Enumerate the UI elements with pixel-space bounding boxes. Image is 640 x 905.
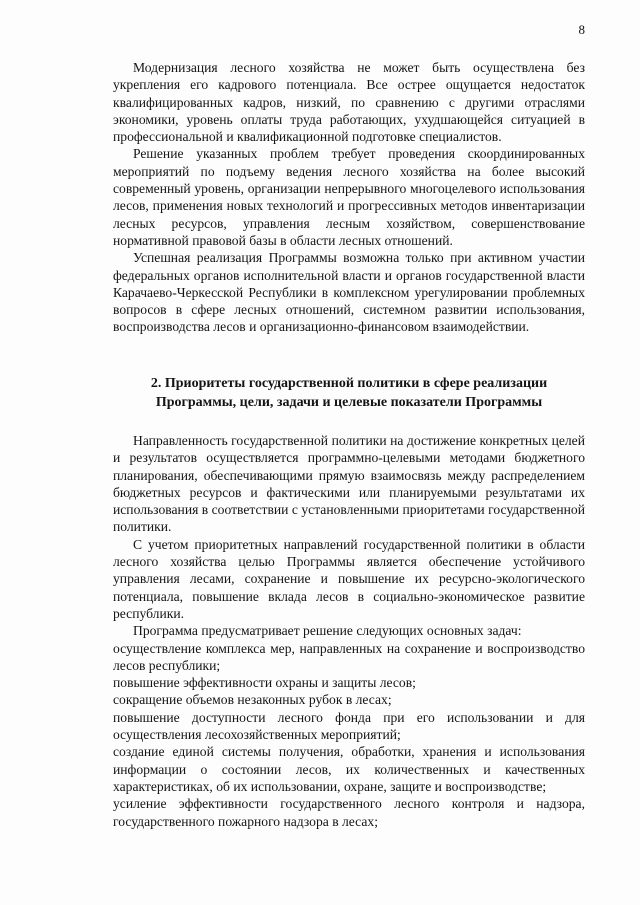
paragraph: Программа предусматривает решение следующих основных задач: [133,623,522,639]
intro-text [113,59,585,336]
task-item: повышение доступности лесного фонда при его использовании и для осуществления лесохозяйственных мероприятий; [113,709,585,743]
task-item: повышение эффективности охраны и защиты лесов; [113,675,416,691]
task-item: создание единой системы получения, обработки, хранения и использования информации о состоянии лесов, их количественных и качественных характеристиках, об их использовании, охране, защите и воспроизводстве; [113,744,585,794]
section-heading-line2: Программы, цели, задачи и целевые показатели Программы [155,395,543,410]
page-number: 8 [578,22,585,37]
task-item: усиление эффективности государственного лесного контроля и надзора, государственного пожарного надзора в лесах; [113,796,585,829]
paragraph: Успешная реализация Программы возможна только при активном участии федеральных органов исполнительной власти и органов государственной власти Карачаево-Черкесской Республики в комплексном урегулировании проблемных вопросов в сфере лесных отношений, системном развитии использования, воспроизводства лесов и организационно-финансовом взаимодействии. [113,250,585,335]
paragraph: Направленность государственной политики на достижение конкретных целей и результатов осуществляется программно-целевыми методами бюджетного планирования, обеспечивающими прямую взаимосвязь между распределением бюджетных ресурсов и фактическими или планируемыми результатами их использования в соответствии с установленными приоритетами государственной политики. [113,433,585,535]
paragraph: Модернизация лесного хозяйства не может быть осуществлена без укрепления его кадрового потенциала. Все острее ощущается недостаток квалифицированных кадров, низкий, по сравнению с другими отраслями экономики, уровень оплаты труда работающих, ухудшающейся ситуацией в профессиональной и квалификационной подготовке специалистов. [113,60,585,145]
task-item: осуществление комплекса мер, направленных на сохранение и воспроизводство лесов республики; [113,640,585,673]
section-heading-line1: 2. Приоритеты государственной политики в сфере реализации [150,376,548,391]
paragraph: С учетом приоритетных направлений государственной политики в области лесного хозяйства целью Программы является обеспечение устойчивого управления лесами, сохранение и повышение их ресурсно-экологического потенциала, повышение вклада лесов в социально-экономическое развитие республики. [113,536,585,621]
section-body [113,432,585,830]
paragraph: Решение указанных проблем требует проведения скоординированных мероприятий по подъему ведения лесного хозяйства на более высокий современный уровень, организации непрерывного многоцелевого использования лесов, применения новых технологий и прогрессивных методов инвентаризации лесных ресурсов, управления лесным хозяйством, совершенствование нормативной правовой базы в области лесных отношений. [113,146,585,248]
section-heading [113,374,585,412]
task-item: сокращение объемов незаконных рубок в лесах; [113,692,392,708]
